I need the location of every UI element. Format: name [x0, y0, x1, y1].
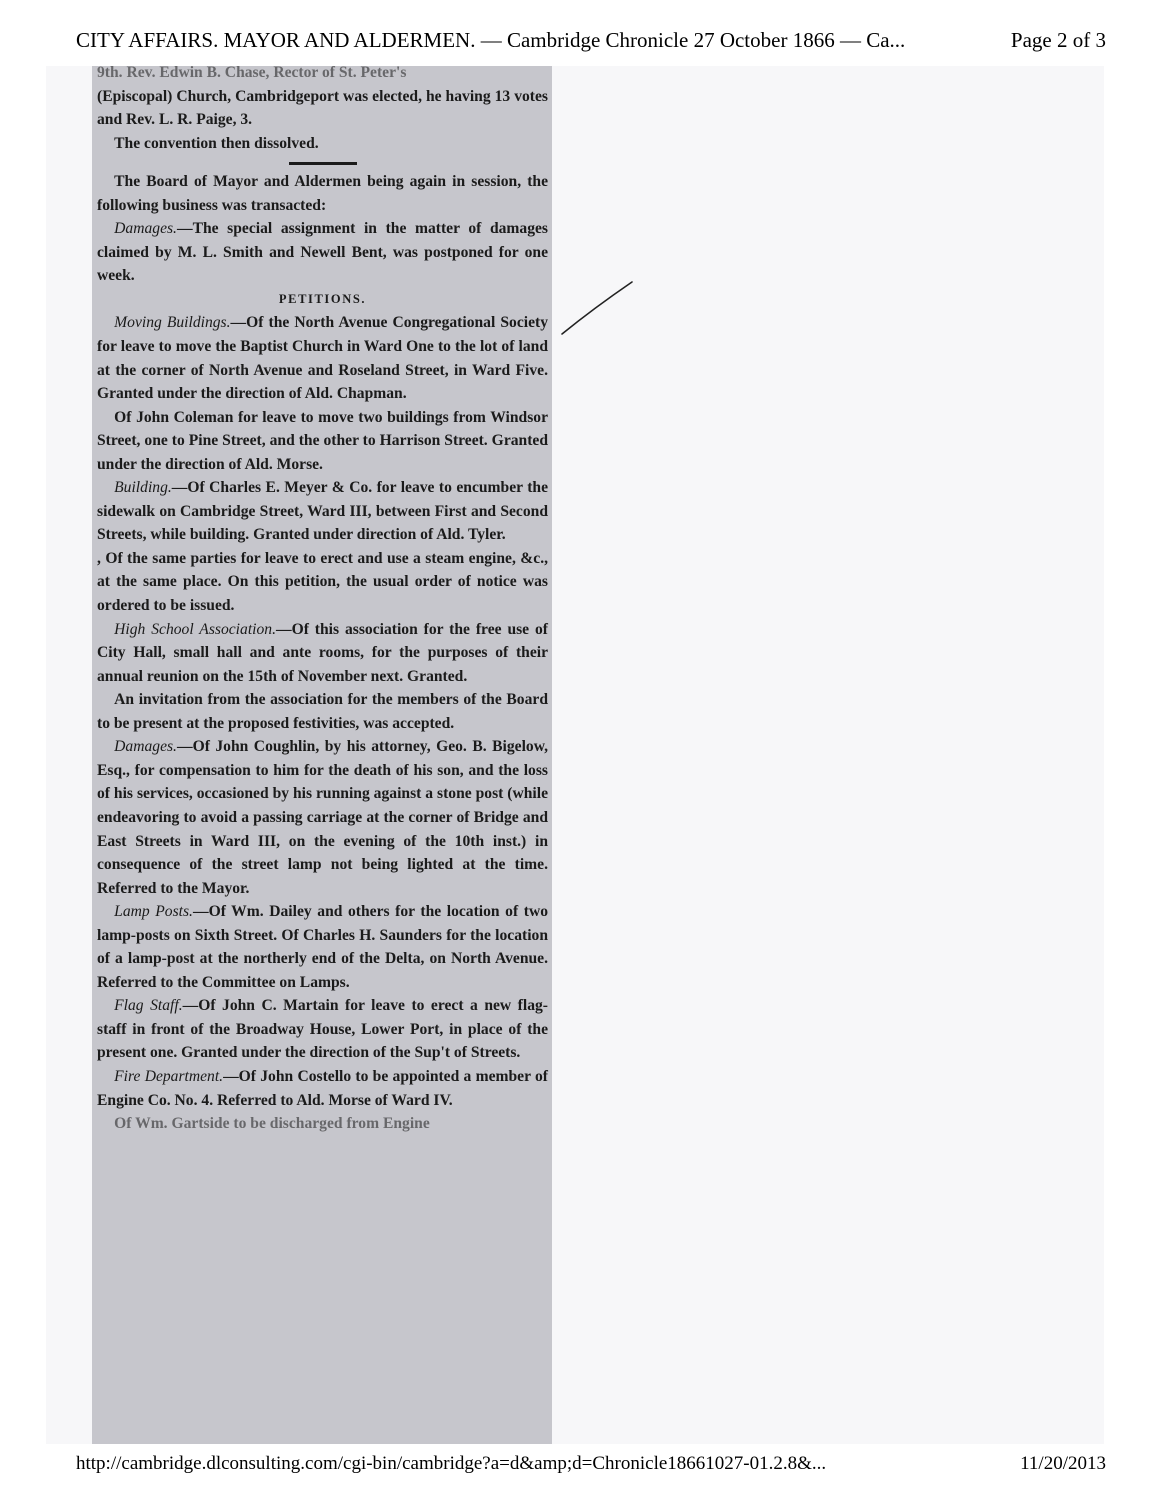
cut-top-line: 9th. Rev. Edwin B. Chase, Rector of St. Peter's — [97, 66, 407, 81]
paragraph-steam-engine: , Of the same parties for leave to erect and use a steam engine, &c., at the same place. On this petition, the usual order of notice was ordered to be issued. — [97, 549, 548, 615]
heading-building: Building. — [114, 479, 172, 497]
heading-lamp-posts: Lamp Posts. — [114, 903, 193, 921]
paragraph-building: Building.—Of Charles E. Meyer & Co. for leave to encumber the sidewalk on Cambridge Street, Ward III, between First and Second Streets, while building. Granted under direction of Ald. Tyler. — [97, 479, 548, 544]
print-date: 11/20/2013 — [1020, 1453, 1106, 1474]
heading-fire-department: Fire Department. — [114, 1067, 224, 1085]
paragraph-fire-department: Fire Department.—Of John Costello to be appointed a member of Engine Co. No. 4. Referred to Ald. Morse of Ward IV. — [97, 1067, 548, 1109]
paragraph-high-school: High School Association.—Of this association for the free use of City Hall, small hall and ante rooms, for the purposes of their annual reunion on the 15th of November next. Granted. — [97, 620, 548, 685]
cut-bottom-line: Of Wm. Gartside to be discharged from Engine — [114, 1115, 430, 1133]
paragraph-lamp-posts: Lamp Posts.—Of Wm. Dailey and others for the location of two lamp-posts on Sixth Street. Of Charles H. Saunders for the location of a lamp-post at the northerly end of the Delta, on North Avenue. Referred to the Committee on Lamps. — [97, 903, 548, 991]
heading-moving-buildings: Moving Buildings. — [114, 314, 231, 332]
newspaper-clipping — [92, 66, 552, 1444]
heading-damages: Damages. — [114, 220, 177, 238]
paragraph-flag-staff: Flag Staff.—Of John C. Martain for leave to erect a new flag-staff in front of the Broadway House, Lower Port, in place of the present one. Granted under the direction of the Sup't of Streets. — [97, 997, 548, 1062]
heading-flag-staff: Flag Staff. — [114, 997, 183, 1015]
print-footer — [76, 1453, 1106, 1475]
paragraph-invitation: An invitation from the association for the members of the Board to be present at the proposed festivities, was accepted. — [97, 691, 548, 732]
paragraph-damages-smith: Damages.—The special assignment in the matter of damages claimed by M. L. Smith and Newell Bent, was postponed for one week. — [97, 220, 548, 285]
paragraph-election: (Episcopal) Church, Cambridgeport was elected, he having 13 votes and Rev. L. R. Paige, 3. — [97, 87, 548, 129]
paragraph-coleman: Of John Coleman for leave to move two buildings from Windsor Street, one to Pine Street, and the other to Harrison Street. Granted under the direction of Ald. Morse. — [97, 408, 548, 473]
source-url: http://cambridge.dlconsulting.com/cgi-bin/cambridge?a=d&amp;d=Chronicle18661027-01.2.8&... — [76, 1453, 827, 1474]
paragraph-dissolved: The convention then dissolved. — [114, 134, 319, 152]
print-header — [76, 28, 1106, 53]
petitions-heading: PETITIONS. — [278, 291, 367, 306]
paragraph-damages-coughlin: Damages.—Of John Coughlin, by his attorney, Geo. B. Bigelow, Esq., for compensation to him for the death of his son, and the loss of his services, occasioned by his running against a stone post (while endeavoring to avoid a passing carriage at the corner of Bridge and East Streets in Ward III, on the evening of the 10th inst.) in consequence of the street lamp not being lighted at the time. Referred to the Mayor. — [97, 738, 548, 897]
pen-mark — [558, 280, 638, 340]
page-number: Page 2 of 3 — [1010, 28, 1106, 52]
heading-high-school: High School Association. — [114, 620, 276, 638]
section-divider — [289, 162, 357, 165]
heading-damages-2: Damages. — [114, 738, 177, 756]
document-title: CITY AFFAIRS. MAYOR AND ALDERMEN. — Cambridge Chronicle 27 October 1866 — Ca... — [76, 28, 906, 52]
paragraph-session: The Board of Mayor and Aldermen being again in session, the following business was transacted: — [97, 173, 548, 214]
article-text — [92, 66, 552, 1136]
paragraph-moving-buildings: Moving Buildings.—Of the North Avenue Congregational Society for leave to move the Baptist Church in Ward One to the lot of land at the corner of North Avenue and Roseland Street, in Ward Five. Granted under the direction of Ald. Chapman. — [97, 314, 548, 403]
